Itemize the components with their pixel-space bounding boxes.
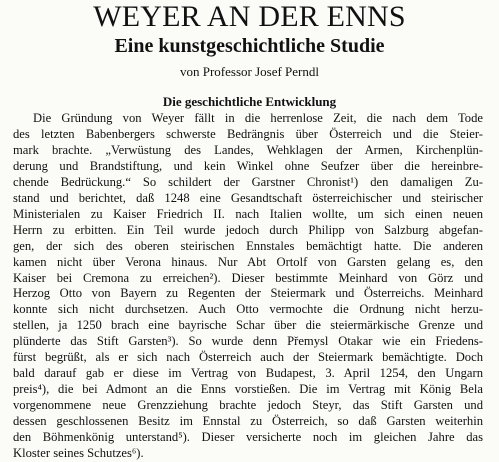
text-line: preis⁴), die bei Admont an die Enns vorstießen. Die im Vertrag mit König Bela bbox=[13, 382, 483, 397]
text-line: konnte sich nicht durchsetzen. Auch Otto vermochte die Ordnung nicht herzu- bbox=[13, 302, 483, 317]
text-line: Kloster seines Schutzes⁶). bbox=[13, 446, 144, 461]
page-title: WEYER AN DER ENNS bbox=[93, 0, 406, 33]
text-line: stellen, ja 1250 brach eine bayrische Schar über die steiermärkische Grenze und bbox=[13, 318, 483, 333]
text-line: fürst begrüßt, als er sich nach Österreich auch der Steiermark bemächtigte. Doch bbox=[13, 350, 483, 365]
text-line: Herrn zu erbitten. Ein Teil wurde jedoch durch Philipp von Salzburg abgefan- bbox=[13, 222, 483, 237]
text-line: chende Bedrückung.“ So schildert der Garstner Chronist¹) den damaligen Zu- bbox=[13, 174, 483, 189]
section-heading: Die geschichtliche Entwicklung bbox=[162, 94, 337, 109]
text-line: derung und Brandstiftung, und kein Winkel ohne Seufzer über die hereinbre- bbox=[13, 158, 483, 173]
body-paragraph bbox=[13, 111, 483, 462]
page-subtitle: Eine kunstgeschichtliche Studie bbox=[114, 35, 385, 57]
text-line: Ministerialen zu Kaiser Friedrich II. nach Italien wollte, um sich einen neuen bbox=[13, 206, 483, 221]
text-line: stand und berichtet, daß 1248 eine Gesandtschaft österreichischer und steirischer bbox=[13, 190, 483, 205]
text-line: den Böhmenkönig unterstand⁵). Dieser versicherte noch im gleichen Jahre das bbox=[13, 430, 483, 445]
text-line: bald darauf gab er diese im Vertrag von Budapest, 3. April 1254, den Ungarn bbox=[13, 366, 483, 381]
text-line: des letzten Babenbergers schwerste Bedrängnis über Österreich und die Steier- bbox=[13, 126, 483, 141]
text-line: Die Gründung von Weyer fällt in die herrenlose Zeit, die nach dem Tode bbox=[33, 111, 483, 125]
text-line: gen, der sich des oberen steirischen Ennstales bemächtigt hatte. Die anderen bbox=[13, 238, 483, 253]
text-line: dessen geschlossenen Besitz im Ennstal zu Österreich, so daß Garsten weiterhin bbox=[13, 414, 483, 429]
text-line: kamen nicht über Verona hinaus. Nur Abt Ortolf von Garsten gelang es, den bbox=[13, 254, 483, 269]
author-byline: von Professor Josef Perndl bbox=[179, 64, 319, 79]
text-line: mark brachte. „Verwüstung des Landes, Wehklagen der Armen, Kirchenplün- bbox=[13, 142, 483, 157]
text-line: vorgenommene neue Grenzziehung brachte jedoch Steyr, das Stift Garsten und bbox=[13, 398, 483, 413]
text-line: Herzog Otto von Bayern zu Regenten der Steiermark und Österreichs. Meinhard bbox=[13, 286, 483, 301]
text-line: plünderte das Stift Garsten³). So wurde denn Přemysl Otakar wie ein Friedens- bbox=[13, 334, 483, 349]
text-line: Kaiser bei Cremona zu erreichen²). Dieser bestimmte Meinhard von Görz und bbox=[13, 270, 483, 285]
